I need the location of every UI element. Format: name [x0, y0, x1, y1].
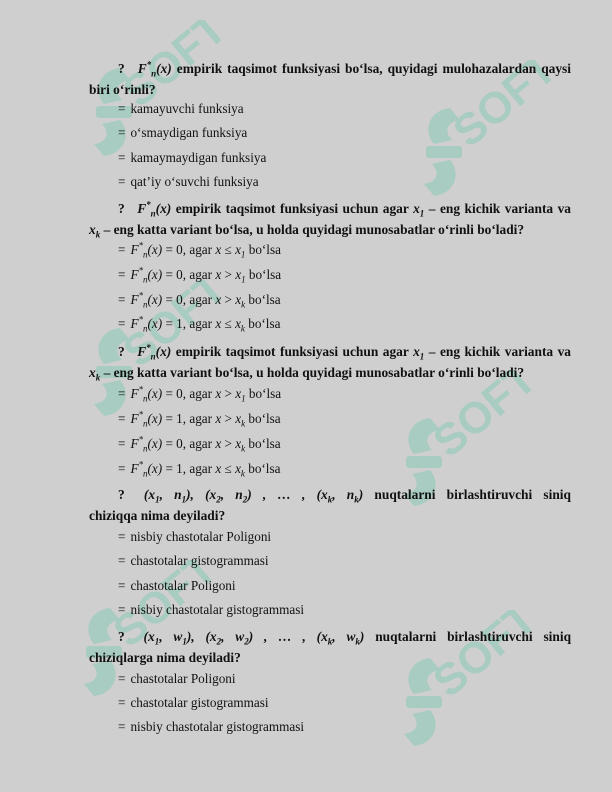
- answer-option: = $F^*_n(x) = 0$, agar $x > x_1$ bo‘lsa: [118, 265, 282, 285]
- question-5-end: chiziqlarga nima deyiladi?: [89, 650, 241, 665]
- answer-option: = kamaymaydigan funksiya: [118, 150, 267, 165]
- answer-option: = kamayuvchi funksiya: [118, 101, 244, 116]
- answer-option: = chastotalar Poligoni: [118, 578, 236, 593]
- question-text: – eng kichik varianta va: [428, 344, 571, 359]
- question-1: [89, 58, 571, 100]
- question-text: empirik taqsimot funksiyasi uchun agar: [175, 201, 409, 216]
- formula-points: ($x_1$, $w_1$), ($x_2$, $w_2$) , … , ($x_k$, $w_k$): [143, 629, 365, 647]
- question-5: [89, 626, 571, 647]
- question-4-end: chiziqqa nima deyiladi?: [89, 508, 226, 523]
- question-marker: ?: [118, 487, 125, 502]
- answer-option: = nisbiy chastotalar Poligoni: [118, 529, 272, 544]
- formula-fn: $F^*_n(x)$: [137, 199, 172, 219]
- question-marker: ?: [118, 344, 125, 359]
- answer-option: = $F^*_n(x) = 1$, agar $x \le x_k$ bo‘lsa: [118, 314, 281, 334]
- answer-option: = chastotalar gistogrammasi: [118, 695, 269, 710]
- answer-option: = nisbiy chastotalar gistogrammasi: [118, 719, 305, 734]
- formula-fn: $F^*_n(x)$: [137, 59, 172, 79]
- question-text: nuqtalarni birlashtiruvchi siniq: [375, 629, 572, 644]
- question-text: empirik taqsimot funksiyasi bo‘lsa, quyidagi mulohazalardan qaysi biri o‘rinli?: [89, 61, 571, 97]
- question-text: – eng kichik varianta va: [428, 201, 571, 216]
- answer-option: = chastotalar Poligoni: [118, 671, 236, 686]
- question-text: – eng katta variant bo‘lsa, u holda quyidagi munosabatlar o‘rinli bo‘ladi?: [103, 222, 525, 237]
- question-text: empirik taqsimot funksiyasi uchun agar: [175, 344, 409, 359]
- formula-points: ($x_1$, $n_1$), ($x_2$, $n_2$) , … , ($x_k$, $n_k$): [143, 487, 364, 505]
- question-4: [89, 484, 571, 505]
- answer-option: = $F^*_n(x) = 0$, agar $x > x_k$ bo‘lsa: [118, 434, 281, 454]
- question-2: ? $F^*_n(x)$ empirik taqsimot funksiyasi uchun agar $x_1$ – eng kichik varianta va $x_k$ – eng katta variant bo‘lsa, u holda quyidagi munosabatlar o‘rinli bo‘ladi?: [89, 199, 571, 240]
- question-marker: ?: [118, 201, 125, 216]
- answer-option: = $F^*_n(x) = 0$, agar $x > x_k$ bo‘lsa: [118, 290, 281, 310]
- answer-option: = o‘smaydigan funksiya: [118, 125, 248, 140]
- answer-option: = $F^*_n(x) = 0$, agar $x > x_1$ bo‘lsa: [118, 384, 282, 404]
- answer-option: = $F^*_n(x) = 0$, agar $x \le x_1$ bo‘lsa: [118, 240, 281, 260]
- answer-option: = qat’iy o‘suvchi funksiya: [118, 174, 259, 189]
- answer-option: = chastotalar gistogrammasi: [118, 553, 269, 568]
- formula-fn: $F^*_n(x)$: [137, 342, 172, 362]
- question-text: nuqtalarni birlashtiruvchi siniq: [374, 487, 571, 502]
- answer-option: = nisbiy chastotalar gistogrammasi: [118, 602, 305, 617]
- question-marker: ?: [118, 61, 125, 76]
- answer-option: = $F^*_n(x) = 1$, agar $x > x_k$ bo‘lsa: [118, 409, 281, 429]
- answer-option: = $F^*_n(x) = 1$, agar $x \le x_k$ bo‘lsa: [118, 459, 281, 479]
- question-3: ? $F^*_n(x)$ empirik taqsimot funksiyasi uchun agar $x_1$ – eng kichik varianta va $x_k$ – eng katta variant bo‘lsa, u holda quyidagi munosabatlar o‘rinli bo‘ladi?: [89, 342, 571, 383]
- question-marker: ?: [118, 629, 125, 644]
- question-text: – eng katta variant bo‘lsa, u holda quyidagi munosabatlar o‘rinli bo‘ladi?: [103, 365, 525, 380]
